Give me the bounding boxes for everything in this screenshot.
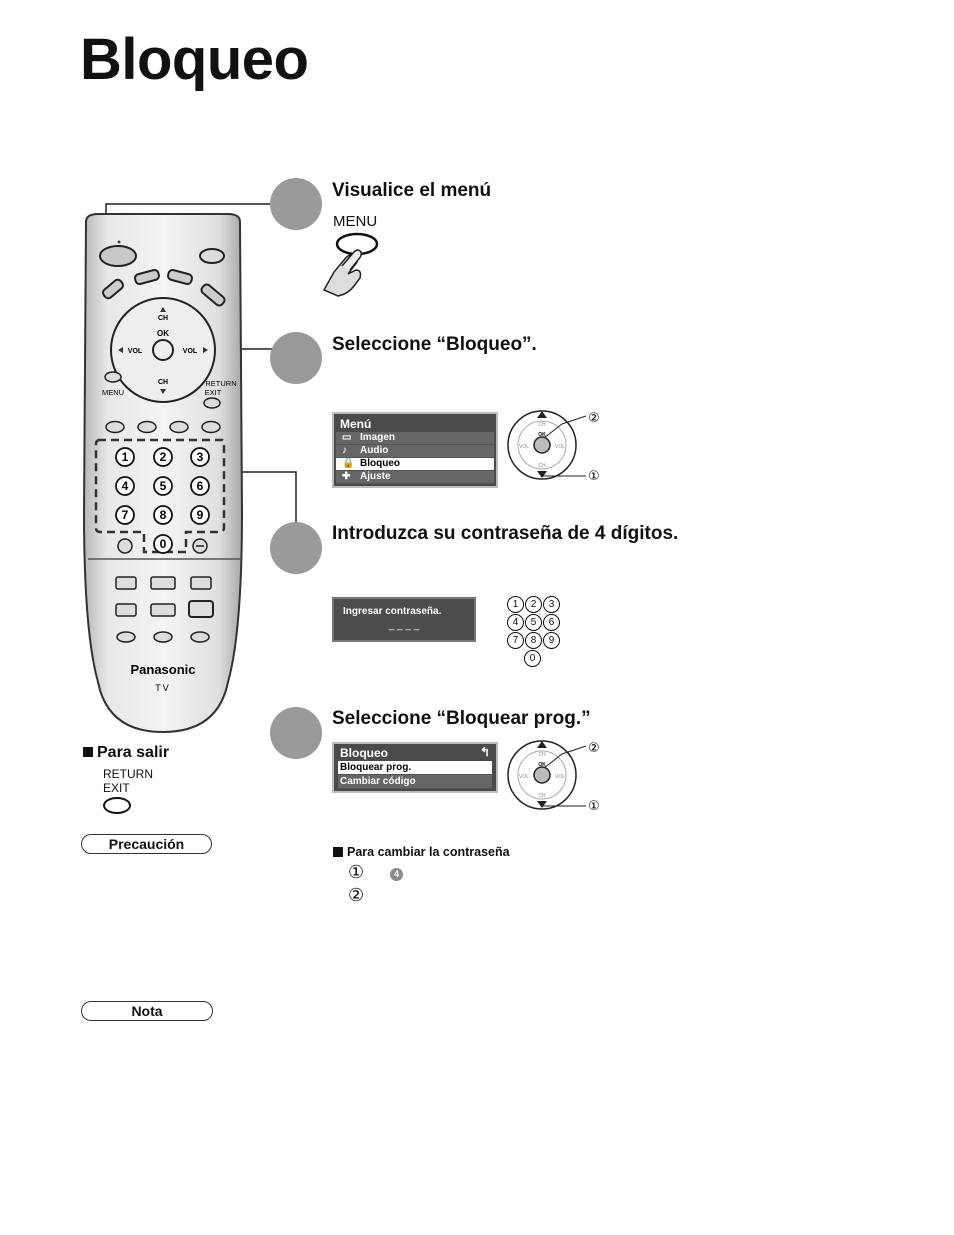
step-4-marker xyxy=(270,707,322,759)
svg-text:VOL: VOL xyxy=(554,444,566,450)
osd-password-dialog xyxy=(332,597,476,642)
osd-lock-item-cambiar-codigo[interactable]: Cambiar código xyxy=(338,775,492,789)
change-password-heading: Para cambiar la contraseña xyxy=(347,845,510,859)
exit-button-label: RETURN EXIT xyxy=(103,767,153,795)
page-title: Bloqueo xyxy=(80,27,309,92)
dpad-marker-2: ② xyxy=(588,411,600,426)
step-1-menu-label: MENU xyxy=(333,213,378,230)
remote-digit-5: 5 xyxy=(159,479,167,493)
lock-icon: 🔒 xyxy=(342,458,355,469)
keypad-diagram-key: 4 xyxy=(507,614,524,631)
osd-lock-item-bloquear-prog[interactable]: Bloquear prog. xyxy=(338,761,492,775)
keypad-diagram-key: 2 xyxy=(525,596,542,613)
step-3-marker xyxy=(270,522,322,574)
remote-menu-label: MENU xyxy=(101,388,125,397)
remote-digit-6: 6 xyxy=(196,479,204,493)
back-arrow-icon[interactable]: ↰ xyxy=(479,745,490,759)
remote-vol-label-left: VOL xyxy=(127,348,143,355)
remote-ch-label-top: CH xyxy=(157,315,169,322)
step-4-heading: Seleccione “Bloquear prog.” xyxy=(332,708,591,729)
remote-brand-logo: Panasonic xyxy=(130,662,196,677)
step-3-heading: Introduzca su contraseña de 4 dígitos. xyxy=(332,523,679,544)
keypad-diagram-key: 8 xyxy=(525,632,542,649)
remote-digit-8: 8 xyxy=(159,508,167,522)
step-reference-badge: 4 xyxy=(390,868,403,881)
svg-text:VOL: VOL xyxy=(518,774,530,780)
remote-digit-1: 1 xyxy=(121,450,129,464)
wrench-icon: ✚ xyxy=(342,471,351,482)
svg-text:CH: CH xyxy=(538,422,546,428)
osd-lock-menu-title: Bloqueo xyxy=(340,746,388,760)
exit-button-icon xyxy=(103,797,131,814)
change-password-step-2-marker: ② xyxy=(348,885,365,906)
step-2-heading: Seleccione “Bloqueo”. xyxy=(332,334,537,355)
remote-vol-label-right: VOL xyxy=(182,348,198,355)
osd-menu-item-audio[interactable]: ♪ Audio xyxy=(336,445,494,458)
remote-digit-2: 2 xyxy=(159,450,167,464)
osd-main-menu-title: Menú xyxy=(340,417,372,431)
svg-text:CH: CH xyxy=(538,793,546,799)
osd-main-menu xyxy=(332,412,498,488)
bullet-square-icon xyxy=(83,747,93,757)
keypad-diagram-key: 1 xyxy=(507,596,524,613)
exit-heading: Para salir xyxy=(97,744,170,761)
dpad-marker-1: ① xyxy=(588,469,600,484)
remote-return-label: RETURN xyxy=(205,379,237,388)
keypad-diagram-key: 7 xyxy=(507,632,524,649)
remote-digit-4: 4 xyxy=(121,479,129,493)
keypad-diagram-key: 5 xyxy=(525,614,542,631)
dpad-diagram-1 xyxy=(504,408,608,486)
remote-control xyxy=(78,212,248,737)
remote-digit-3: 3 xyxy=(196,450,204,464)
dpad-marker-2: ② xyxy=(588,741,600,756)
bullet-square-icon xyxy=(333,847,343,857)
osd-password-prompt: Ingresar contraseña. xyxy=(343,606,442,617)
hand-pressing-icon xyxy=(314,230,384,300)
osd-menu-item-imagen[interactable]: ▭ Imagen xyxy=(336,432,494,445)
step-1-marker xyxy=(270,178,322,230)
svg-text:VOL: VOL xyxy=(554,774,566,780)
remote-digit-7: 7 xyxy=(121,508,129,522)
change-password-step-1-marker: ① xyxy=(348,862,365,883)
svg-text:OK: OK xyxy=(538,432,546,438)
svg-text:OK: OK xyxy=(538,762,546,768)
keypad-diagram-key: 0 xyxy=(524,650,541,667)
remote-tv-label: TV xyxy=(155,683,171,693)
music-note-icon: ♪ xyxy=(342,445,347,456)
osd-menu-item-bloqueo[interactable]: 🔒 Bloqueo xyxy=(336,458,494,471)
remote-digit-0: 0 xyxy=(159,537,167,551)
picture-icon: ▭ xyxy=(342,432,352,443)
osd-password-mask: _ _ _ _ xyxy=(388,620,420,631)
osd-lock-menu xyxy=(332,742,498,793)
note-label: Nota xyxy=(81,1001,213,1021)
keypad-diagram-key: 6 xyxy=(543,614,560,631)
svg-text:CH: CH xyxy=(538,752,546,758)
keypad-diagram-key: 9 xyxy=(543,632,560,649)
remote-digit-9: 9 xyxy=(196,508,204,522)
caution-label: Precaución xyxy=(81,834,212,854)
step-1-heading: Visualice el menú xyxy=(332,180,492,201)
keypad-diagram-key: 3 xyxy=(543,596,560,613)
dpad-diagram-2 xyxy=(504,738,608,816)
dpad-marker-1: ① xyxy=(588,799,600,814)
svg-text:CH: CH xyxy=(538,463,546,469)
keypad-diagram xyxy=(507,596,577,668)
remote-ok-label: OK xyxy=(157,329,169,338)
step-2-marker xyxy=(270,332,322,384)
remote-ch-label-bottom: CH xyxy=(157,379,169,386)
osd-menu-item-ajuste[interactable]: ✚ Ajuste xyxy=(336,471,494,484)
remote-exit-label: EXIT xyxy=(204,388,222,397)
svg-text:VOL: VOL xyxy=(518,444,530,450)
